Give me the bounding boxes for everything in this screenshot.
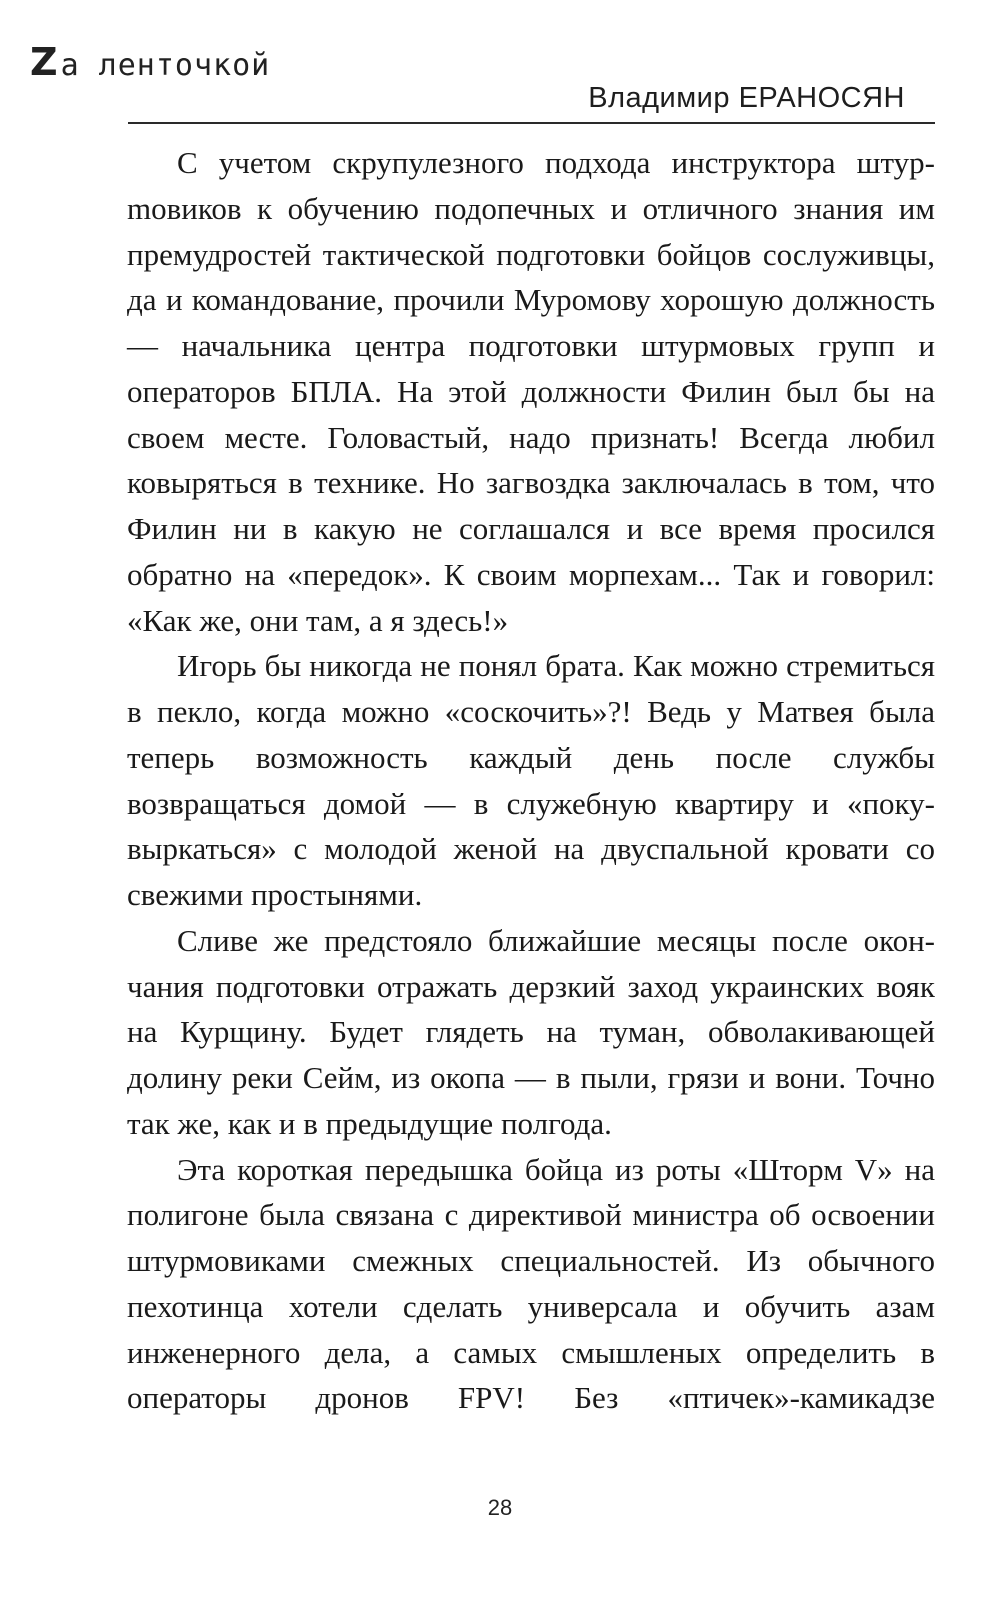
paragraph: Сливе же предстояло ближайшие месяцы после окончания подготовки отражать дерзкий заход украинских вояк на Курщину. Будет глядеть на туман, обволакивающей долину реки Сейм, из окопа — в пыли, грязи и вони. Точно так же, как и в предыдущие полгода. xyxy=(127,922,935,1141)
paragraph: С учетом скрупулезного подхода инструктора штурmовиков к обучению подопечных и отличного знания им премудростей тактической подготовки бойцов сослуживцы, да и командование, прочили Муромову хорошую должность — начальника центра подготовки штурмовых групп и операторов БПЛА. На этой должности Филин был бы на своем месте. Головастый, надо признать! Всегда любил ковыряться в технике. Но загвоздка заключалась в том, что Филин ни в какую не соглашался и все время просился обратно на «передок». К своим морпехам... Так и говорил: «Как же, они там, а я здесь!» xyxy=(127,145,935,638)
running-header xyxy=(30,40,935,125)
series-title xyxy=(30,40,270,84)
paragraph: Игорь бы никогда не понял брата. Как можно стремиться в пекло, когда можно «соскочить»?! Ведь у Матвея была теперь возможность каждый день после службы возвращаться домой — в служебную квартиру и «покувыркаться» с молодой женой на двуспальной кровати со свежими простынями. xyxy=(127,648,935,912)
series-title-text: а ленточкой xyxy=(60,48,271,83)
author-name: Владимир ЕРАНОСЯН xyxy=(588,82,905,114)
page-number: 28 xyxy=(487,1495,513,1520)
page-body xyxy=(127,140,935,1421)
series-title-z: Z xyxy=(30,40,59,84)
paragraph: Эта короткая передышка бойца из роты «Шторм V» на полигоне была связана с директивой министра об освоении штурмовиками смежных специальностей. Из обычного пехотинца хотели сделать универсала и обучить азам инженерного дела, а самых смышленых определить в операторы дронов FPV! Без «птичек»-камикадзе xyxy=(127,1151,935,1416)
header-rule xyxy=(128,122,935,124)
